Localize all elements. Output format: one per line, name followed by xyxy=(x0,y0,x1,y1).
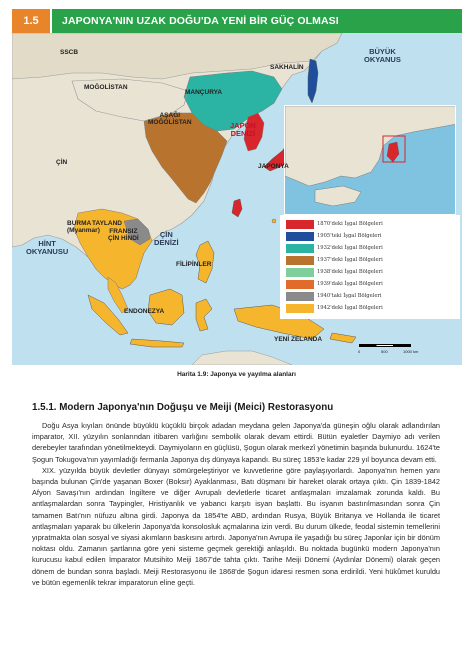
label-burma-line1: BURMA xyxy=(67,220,92,227)
legend-row xyxy=(286,266,454,278)
label-mogolistan: MOĞOLİSTAN xyxy=(84,84,128,91)
body-text xyxy=(32,420,440,588)
label-burma-line2: (Myanmar) xyxy=(67,226,100,234)
label-hint-line2: OKYANUSU xyxy=(26,246,69,256)
legend-row xyxy=(286,302,454,314)
label-buyuk-okyanus-line1: BÜYÜK xyxy=(369,47,396,56)
label-japon-denizi xyxy=(230,122,256,138)
australia-north xyxy=(192,351,292,365)
label-hint-line1: HİNT xyxy=(38,239,56,248)
map-legend xyxy=(280,215,460,319)
section-number: 1.5 xyxy=(12,9,50,33)
subsection-heading xyxy=(32,402,333,413)
legend-swatch xyxy=(286,244,314,253)
scale-label-zero: 0 xyxy=(358,349,361,354)
legend-label: 1939'daki İşgal Bölgeleri xyxy=(317,281,383,287)
label-buyuk-okyanus xyxy=(364,48,401,64)
legend-swatch xyxy=(286,268,314,277)
label-buyuk-okyanus-line2: OKYANUS xyxy=(364,54,401,64)
sakhalin-island xyxy=(308,59,318,103)
legend-row xyxy=(286,254,454,266)
legend-swatch xyxy=(286,304,314,313)
section-title: JAPONYA'NIN UZAK DOĞU'DA YENİ BİR GÜÇ OLMASI xyxy=(52,9,462,33)
legend-swatch xyxy=(286,256,314,265)
label-fransiz-cin-hindi xyxy=(108,229,139,243)
legend-row xyxy=(286,242,454,254)
legend-row xyxy=(286,290,454,302)
paragraph: XIX. yüzyılda büyük devletler dünyayı sömürgeleştiriyor ve kuvvetlerine göre paylaşıyorlardı. Japonya'nın hemen yanı başında bulunan Çin'de yaşanan Boxer (Boksır) Ayaklanması, Batı düşmanı bir hareket olarak ortaya çıktı. Çin 1839-1842 Afyon Savaşı'nın ardından İngiltere ve diğer Avrupalı devletlerle ticaret antlaşmaları imzalamak zorunda kaldı. Bu antlaşmalardan sonra Taypingler, Hristiyanlık ve yabancı karşıtı isyan başlattı. Bu isyanın bastırılmasından sonra Çin tamamen Batı'nın nüfuzu altına girdi. Japonya da 1854'te ABD, ardından Rusya, Büyük Britanya ve Hollanda ile ticaret antlaşmaları yaparak bu ülkelerin Japonya'da konsolosluk açmalarına izin verdi. Bu durum ülkede, feodal sistemin temellerini yıpratmakta olan sosyal ve siyasi akımların baskısını artırdı. Japonya'nın Avrupa ile yaşadığı bu süreç Japonlar için bir dönüm noktası oldu. Zamanın şartlarına göre yeni sisteme geçmek gerektiği anlaşıldı. Bu noktada bugünkü modern Japonya'nın kurucusu kabul edilen İmparator Mutsihito Meiji 1867'de tahta çıktı. Tarihe Meiji Dönemi (Aydınlar Dönemi) olarak geçen dönem de bundan sonra başladı. Meiji Restorasyonu ile 1868'de Şogun idaresi resmen sona erdirildi. Yeni hükûmet kuruldu ve bütün egemenlik tekrar imparatorun eline geçti. xyxy=(32,465,440,587)
label-cin-denizi-line1: ÇİN xyxy=(159,230,173,239)
label-asagi-line1: AŞAĞI xyxy=(159,112,181,119)
label-fransiz-line1: FRANSIZ xyxy=(109,228,138,235)
map-scale xyxy=(359,344,429,358)
scale-bar xyxy=(359,344,411,347)
label-endonezya: ENDONEZYA xyxy=(124,308,165,315)
label-mancurya: MANÇURYA xyxy=(185,89,223,96)
legend-swatch xyxy=(286,220,314,229)
scale-label-mid: 500 xyxy=(381,349,388,354)
legend-label: 1938'deki İşgal Bölgeleri xyxy=(317,269,383,275)
subsection-number: 1.5.1. xyxy=(32,402,57,413)
legend-label: 1932'deki İşgal Bölgeleri xyxy=(317,245,383,251)
legend-swatch xyxy=(286,292,314,301)
paragraph: Doğu Asya kıyıları önünde büyüklü küçüklü birçok adadan meydana gelen Japonya'da güneşin oğlu olarak adlandırılan imparator, XII. yüzyılın sonlarından itibaren varlığını sembolik olarak devam ettirdi. Bütün eyaletler Daymiyo adı verilen derebeyler tarafından yönetilmekteydi. Daymiyoların en güçlüsü, Şogun olarak merkezî yönetimin başında bulunurdu. 1624'te Şogun Tokugova'nın yayımladığı fermanla Japonya dış dünyaya kapandı. Bu süreç 1853'e kadar 229 yıl boyunca devam etti. xyxy=(32,421,440,464)
label-yeni-zelanda: YENİ ZELANDA xyxy=(274,336,323,343)
label-asagi-line2: MOĞOLİSTAN xyxy=(148,118,192,126)
solomon-islands xyxy=(330,333,356,343)
section-header xyxy=(12,9,462,33)
map-caption: Harita 1.9: Japonya ve yayılma alanları xyxy=(177,371,296,378)
label-cin-denizi-line2: DENİZİ xyxy=(154,237,179,247)
island-dot xyxy=(272,219,276,223)
label-filipinler: FİLİPİNLER xyxy=(176,261,212,268)
label-cin-denizi xyxy=(154,231,179,247)
label-japonya: JAPONYA xyxy=(258,163,289,170)
inset-graphic xyxy=(285,106,456,215)
legend-swatch xyxy=(286,232,314,241)
label-japon-line1: JAPON xyxy=(230,121,256,130)
java-island xyxy=(130,339,184,347)
label-sakhalin: SAKHALİN xyxy=(270,64,304,71)
legend-row xyxy=(286,278,454,290)
legend-label: 1905'teki İşgal Bölgeleri xyxy=(317,233,382,239)
label-tayland: TAYLAND xyxy=(92,220,122,227)
label-sscb: SSCB xyxy=(60,49,79,56)
scale-label-end: 1000 km xyxy=(403,349,419,354)
legend-label: 1942'deki İşgal Bölgeleri xyxy=(317,305,383,311)
legend-row xyxy=(286,230,454,242)
legend-label: 1940'taki İşgal Bölgeleri xyxy=(317,293,382,299)
label-asagi-mogolistan xyxy=(148,113,192,127)
legend-label: 1870'deki İşgal Bölgeleri xyxy=(317,221,383,227)
label-cin: ÇİN xyxy=(56,159,68,166)
taiwan-island xyxy=(232,199,242,217)
inset-world-map xyxy=(284,105,456,215)
sulawesi-island xyxy=(196,299,212,331)
label-fransiz-line2: ÇİN HİNDİ xyxy=(108,234,139,242)
borneo-island xyxy=(148,289,184,325)
legend-row xyxy=(286,218,454,230)
japan-expansion-map xyxy=(12,33,462,365)
subsection-title: Modern Japonya'nın Doğuşu ve Meiji (Meici) Restorasyonu xyxy=(59,402,334,413)
label-hint-okyanusu xyxy=(26,240,68,256)
legend-label: 1937'deki İşgal Bölgeleri xyxy=(317,257,383,263)
legend-swatch xyxy=(286,280,314,289)
label-japon-line2: DENİZİ xyxy=(230,128,256,138)
